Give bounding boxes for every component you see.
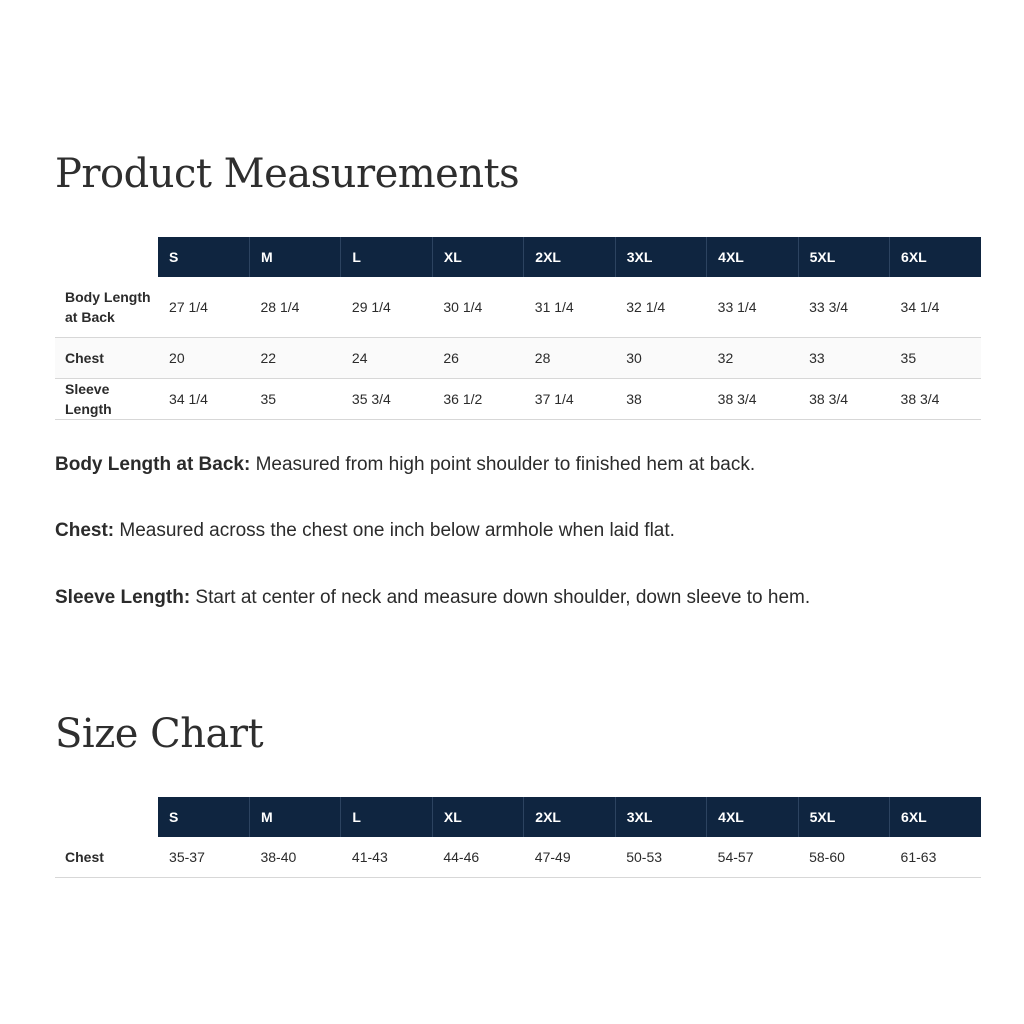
table-cell: 29 1/4 [341, 277, 432, 338]
definition-text: Start at center of neck and measure down shoulder, down sleeve to hem. [190, 587, 811, 608]
table-cell: 26 [432, 338, 523, 379]
definition-text: Measured across the chest one inch below armhole when laid flat. [114, 520, 675, 541]
table-cell: 32 1/4 [615, 277, 706, 338]
table-cell: 35 3/4 [341, 379, 432, 420]
table-cell: 58-60 [798, 837, 889, 878]
size-header: 4XL [707, 797, 798, 837]
table-row [55, 837, 981, 878]
size-header: 3XL [615, 797, 706, 837]
table-cell: 44-46 [432, 837, 523, 878]
definition-sleeve-length [55, 587, 810, 610]
size-header: M [249, 797, 340, 837]
size-header: L [341, 237, 432, 277]
table-cell: 54-57 [707, 837, 798, 878]
size-header: L [341, 797, 432, 837]
table-cell: 50-53 [615, 837, 706, 878]
table-cell: 34 1/4 [890, 277, 981, 338]
table-cell: 35 [249, 379, 340, 420]
definition-term: Sleeve Length: [55, 587, 191, 608]
measurements-header-row [55, 237, 981, 277]
table-cell: 32 [707, 338, 798, 379]
size-header: 3XL [615, 237, 706, 277]
table-cell: 33 3/4 [798, 277, 889, 338]
table-cell: 41-43 [341, 837, 432, 878]
size-header: 2XL [524, 797, 615, 837]
size-chart-header-row [55, 797, 981, 837]
table-cell: 28 1/4 [249, 277, 340, 338]
size-header: S [158, 797, 249, 837]
measurements-title: Product Measurements [55, 151, 520, 197]
size-header: 6XL [890, 797, 981, 837]
table-cell: 38 3/4 [890, 379, 981, 420]
definition-term: Chest: [55, 520, 115, 541]
size-header: S [158, 237, 249, 277]
table-cell: 35 [890, 338, 981, 379]
table-cell: 36 1/2 [432, 379, 523, 420]
size-chart-title: Size Chart [55, 711, 264, 757]
table-cell: 31 1/4 [524, 277, 615, 338]
size-header: 5XL [798, 237, 889, 277]
table-cell: 33 [798, 338, 889, 379]
table-cell: 61-63 [890, 837, 981, 878]
definition-body-length [55, 454, 755, 477]
table-cell: 30 1/4 [432, 277, 523, 338]
table-cell: 33 1/4 [707, 277, 798, 338]
table-cell: 28 [524, 338, 615, 379]
size-header: 2XL [524, 237, 615, 277]
table-cell: 22 [249, 338, 340, 379]
table-cell: 27 1/4 [158, 277, 249, 338]
table-cell: 37 1/4 [524, 379, 615, 420]
size-chart-table [55, 797, 981, 878]
size-header: XL [432, 237, 523, 277]
definition-chest [55, 520, 675, 543]
table-row [55, 338, 981, 379]
table-cell: 34 1/4 [158, 379, 249, 420]
header-corner [55, 237, 158, 277]
table-cell: 38 3/4 [707, 379, 798, 420]
table-cell: 38 [615, 379, 706, 420]
table-cell: 47-49 [524, 837, 615, 878]
table-cell: 20 [158, 338, 249, 379]
size-header: 6XL [890, 237, 981, 277]
table-cell: 35-37 [158, 837, 249, 878]
table-cell: 38 3/4 [798, 379, 889, 420]
size-header: 5XL [798, 797, 889, 837]
row-label: Body Length at Back [55, 277, 158, 338]
measurements-table [55, 237, 981, 420]
row-label: Chest [55, 338, 158, 379]
table-cell: 24 [341, 338, 432, 379]
table-cell: 30 [615, 338, 706, 379]
definition-term: Body Length at Back: [55, 454, 251, 475]
row-label: Sleeve Length [55, 379, 158, 420]
header-corner [55, 797, 158, 837]
size-header: XL [432, 797, 523, 837]
definition-text: Measured from high point shoulder to finished hem at back. [250, 454, 756, 475]
row-label: Chest [55, 837, 158, 878]
table-cell: 38-40 [249, 837, 340, 878]
table-row [55, 277, 981, 338]
size-header: 4XL [707, 237, 798, 277]
size-header: M [249, 237, 340, 277]
table-row [55, 379, 981, 420]
